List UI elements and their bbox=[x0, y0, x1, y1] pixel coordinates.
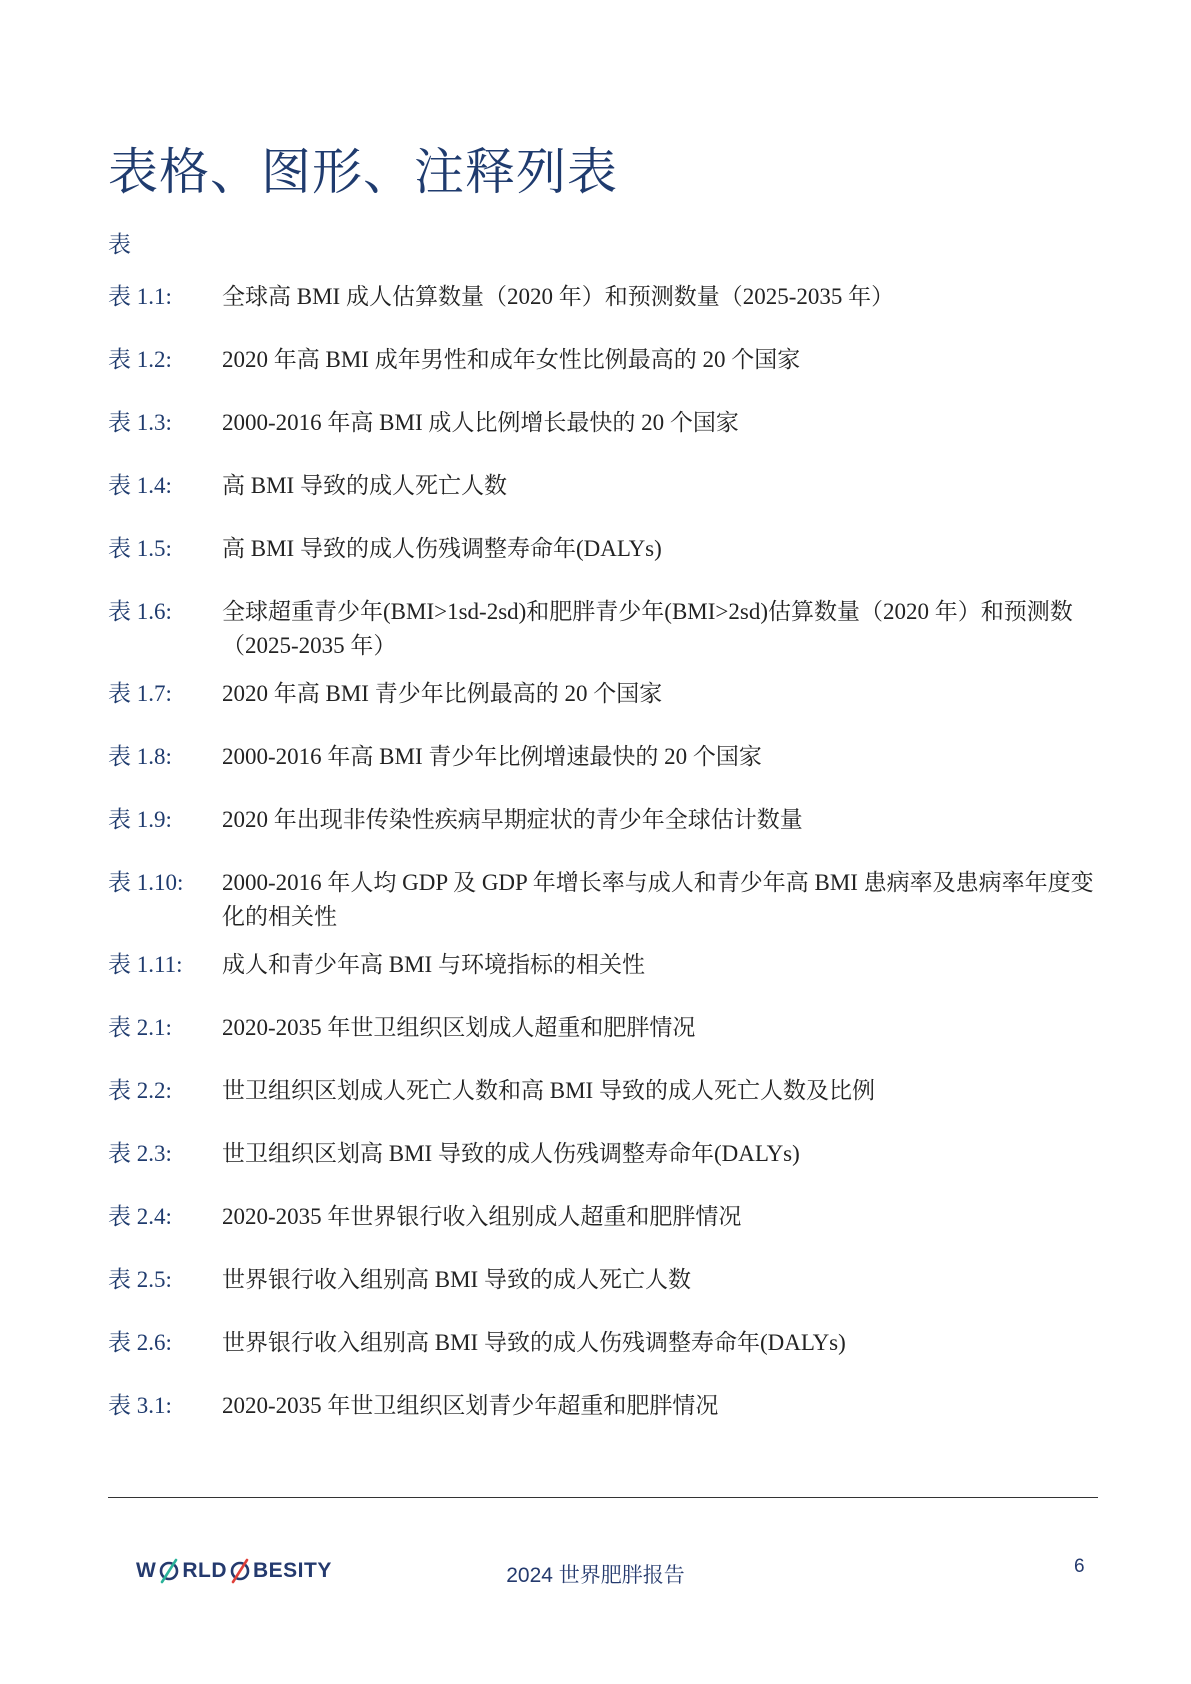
toc-entry-title: 世界银行收入组别高 BMI 导致的成人伤残调整寿命年(DALYs) bbox=[222, 1330, 846, 1355]
toc-entry[interactable] bbox=[108, 1074, 1098, 1108]
toc-entry-title: 全球超重青少年(BMI>1sd-2sd)和肥胖青少年(BMI>2sd)估算数量（2020 年）和预测数（2025-2035 年） bbox=[222, 599, 1073, 658]
toc-entry-title: 2000-2016 年高 BMI 成人比例增长最快的 20 个国家 bbox=[222, 410, 739, 435]
toc-entry[interactable] bbox=[108, 1137, 1098, 1171]
toc-entry-label: 表 1.3: bbox=[108, 410, 172, 435]
toc-entry-label: 表 2.6: bbox=[108, 1330, 172, 1355]
toc-entry[interactable] bbox=[108, 532, 1098, 566]
toc-entry[interactable] bbox=[108, 280, 1098, 314]
toc-entry-title: 高 BMI 导致的成人伤残调整寿命年(DALYs) bbox=[222, 536, 662, 561]
toc-entry-title: 2020 年出现非传染性疾病早期症状的青少年全球估计数量 bbox=[222, 807, 803, 832]
toc-entry-label: 表 1.11: bbox=[108, 952, 183, 977]
toc-entry-title: 2000-2016 年人均 GDP 及 GDP 年增长率与成人和青少年高 BMI 患病率及患病率年度变化的相关性 bbox=[222, 870, 1094, 929]
toc-entry-title: 世卫组织区划高 BMI 导致的成人伤残调整寿命年(DALYs) bbox=[222, 1141, 800, 1166]
toc-entry-title: 2020-2035 年世卫组织区划青少年超重和肥胖情况 bbox=[222, 1393, 719, 1418]
toc-entry-label: 表 2.3: bbox=[108, 1141, 172, 1166]
toc-entry-label: 表 1.1: bbox=[108, 284, 172, 309]
toc-entry[interactable] bbox=[108, 948, 1098, 982]
toc-entry-label: 表 1.8: bbox=[108, 744, 172, 769]
toc-entry[interactable] bbox=[108, 1011, 1098, 1045]
toc-entry-label: 表 1.4: bbox=[108, 473, 172, 498]
toc-entry[interactable] bbox=[108, 803, 1098, 837]
toc-entry-label: 表 2.5: bbox=[108, 1267, 172, 1292]
table-list bbox=[108, 280, 1098, 1452]
toc-entry-label: 表 2.1: bbox=[108, 1015, 172, 1040]
toc-entry-title: 2020 年高 BMI 成年男性和成年女性比例最高的 20 个国家 bbox=[222, 347, 801, 372]
toc-entry[interactable] bbox=[108, 1326, 1098, 1360]
toc-entry[interactable] bbox=[108, 1389, 1098, 1423]
page-number: 6 bbox=[1074, 1556, 1085, 1577]
toc-entry[interactable] bbox=[108, 343, 1098, 377]
toc-entry[interactable] bbox=[108, 406, 1098, 440]
toc-entry-title: 2020-2035 年世界银行收入组别成人超重和肥胖情况 bbox=[222, 1204, 742, 1229]
toc-entry[interactable] bbox=[108, 866, 1098, 934]
toc-entry[interactable] bbox=[108, 677, 1098, 711]
toc-entry[interactable] bbox=[108, 1263, 1098, 1297]
toc-entry[interactable] bbox=[108, 595, 1098, 663]
logo-text-besity: BESITY bbox=[253, 1559, 332, 1582]
toc-entry-title: 高 BMI 导致的成人死亡人数 bbox=[222, 473, 507, 498]
toc-entry-label: 表 1.7: bbox=[108, 681, 172, 706]
footer-divider bbox=[108, 1497, 1098, 1498]
toc-entry-label: 表 1.5: bbox=[108, 536, 172, 561]
page-title: 表格、图形、注释列表 bbox=[108, 144, 618, 200]
toc-entry-title: 世界银行收入组别高 BMI 导致的成人死亡人数 bbox=[222, 1267, 691, 1292]
report-title: 2024 世界肥胖报告 bbox=[506, 1564, 685, 1587]
toc-entry-label: 表 1.2: bbox=[108, 347, 172, 372]
toc-entry-label: 表 2.2: bbox=[108, 1078, 172, 1103]
toc-entry-title: 全球高 BMI 成人估算数量（2020 年）和预测数量（2025-2035 年） bbox=[222, 284, 895, 309]
toc-entry[interactable] bbox=[108, 740, 1098, 774]
toc-entry-label: 表 3.1: bbox=[108, 1393, 172, 1418]
toc-entry-label: 表 2.4: bbox=[108, 1204, 172, 1229]
logo-text-w: W bbox=[136, 1559, 157, 1582]
toc-entry-label: 表 1.9: bbox=[108, 807, 172, 832]
toc-entry-title: 世卫组织区划成人死亡人数和高 BMI 导致的成人死亡人数及比例 bbox=[222, 1078, 875, 1103]
toc-entry-title: 2000-2016 年高 BMI 青少年比例增速最快的 20 个国家 bbox=[222, 744, 762, 769]
toc-entry-title: 成人和青少年高 BMI 与环境指标的相关性 bbox=[222, 952, 645, 977]
section-heading: 表 bbox=[108, 232, 131, 257]
toc-entry-label: 表 1.10: bbox=[108, 870, 184, 895]
toc-entry-title: 2020-2035 年世卫组织区划成人超重和肥胖情况 bbox=[222, 1015, 696, 1040]
toc-entry-label: 表 1.6: bbox=[108, 599, 172, 624]
toc-entry[interactable] bbox=[108, 469, 1098, 503]
logo-text-rld: RLD bbox=[182, 1559, 227, 1582]
toc-entry-title: 2020 年高 BMI 青少年比例最高的 20 个国家 bbox=[222, 681, 663, 706]
toc-entry[interactable] bbox=[108, 1200, 1098, 1234]
